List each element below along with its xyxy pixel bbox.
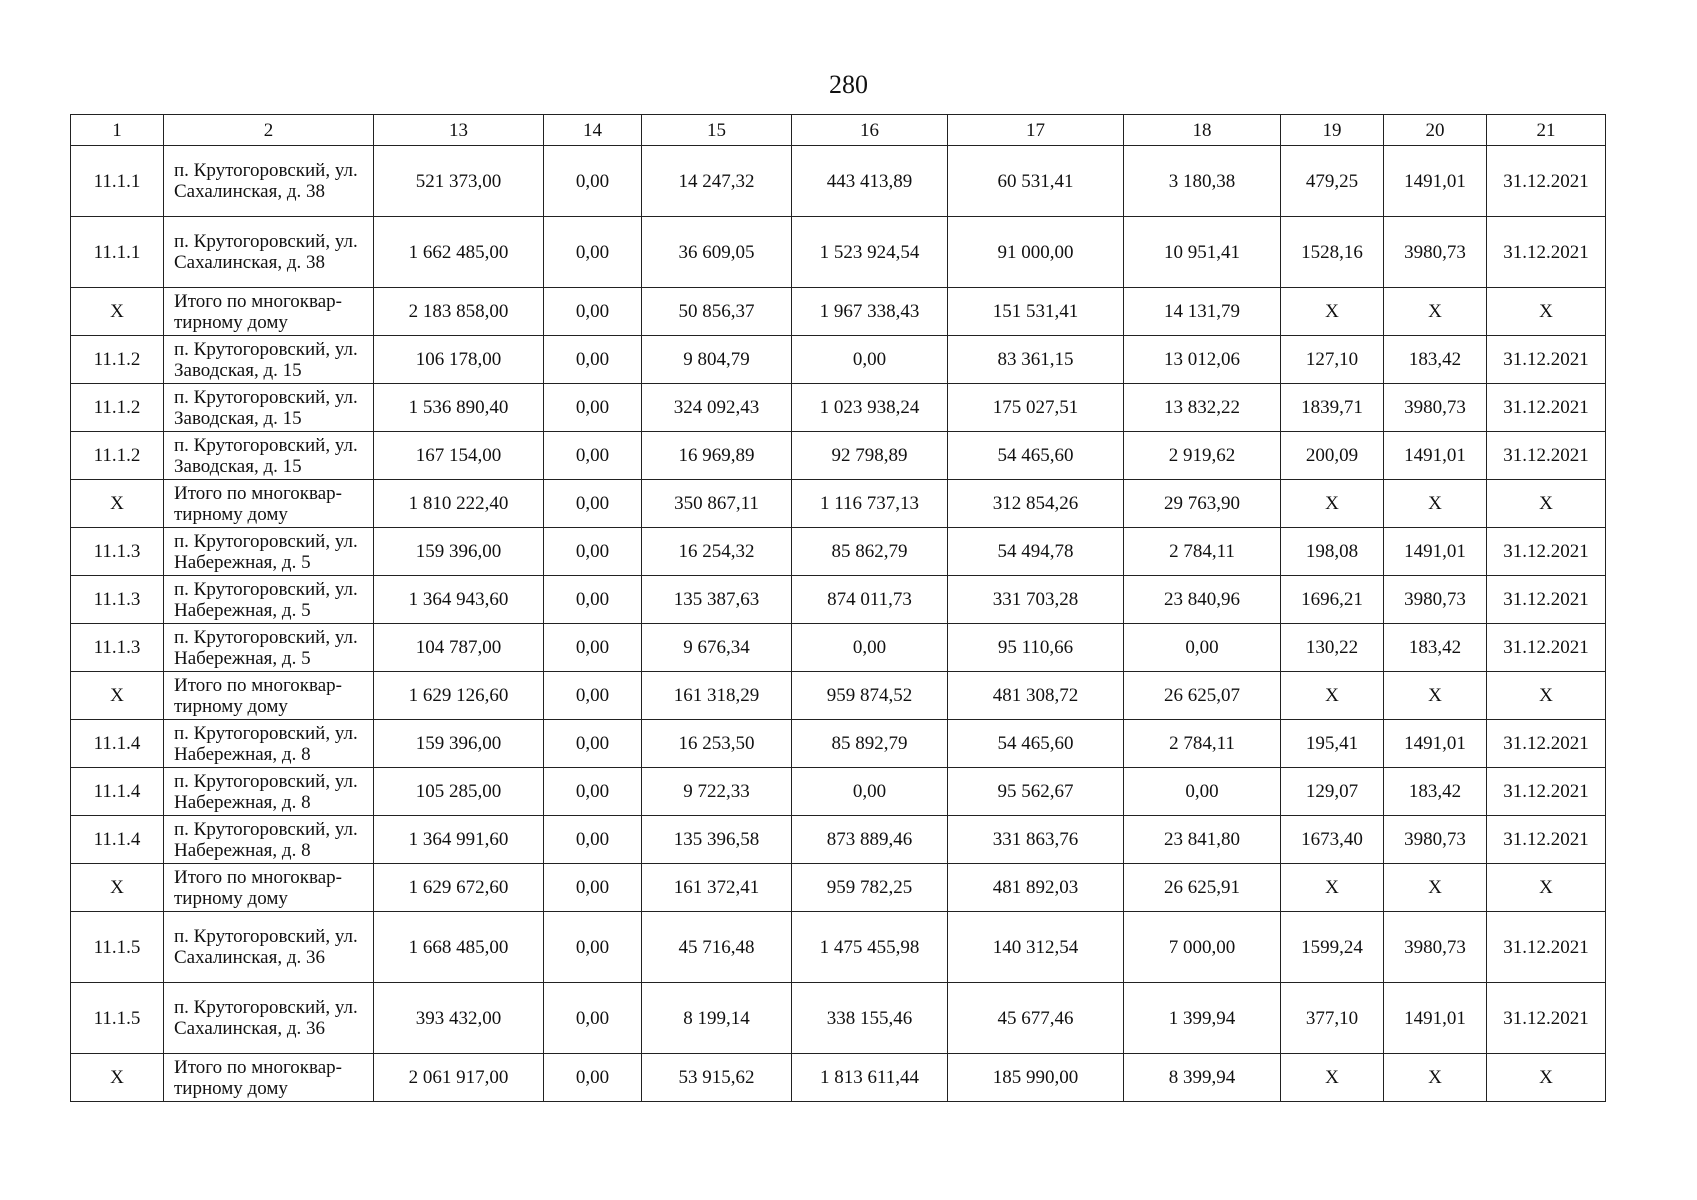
subtotal-row — [71, 288, 1606, 336]
table-cell: 11.1.4 — [71, 816, 164, 864]
table-cell: 105 285,00 — [374, 768, 544, 816]
table-cell: 11.1.1 — [71, 146, 164, 217]
table-cell: 1 629 126,60 — [374, 672, 544, 720]
table-cell: 106 178,00 — [374, 336, 544, 384]
table-cell: 479,25 — [1281, 146, 1384, 217]
table-cell: 0,00 — [544, 983, 642, 1054]
table-cell: 45 677,46 — [948, 983, 1124, 1054]
table-cell: 85 892,79 — [792, 720, 948, 768]
table-cell: 183,42 — [1384, 624, 1487, 672]
column-number-row — [71, 115, 1606, 146]
table-cell: п. Крутогоровский, ул. Заводская, д. 15 — [164, 384, 374, 432]
table-cell: п. Крутогоровский, ул. Сахалинская, д. 38 — [164, 146, 374, 217]
table-cell: 8 199,14 — [642, 983, 792, 1054]
table-cell: X — [71, 672, 164, 720]
table-cell: 324 092,43 — [642, 384, 792, 432]
table-cell: 31.12.2021 — [1487, 912, 1606, 983]
table-row — [71, 432, 1606, 480]
table-cell: 2 061 917,00 — [374, 1054, 544, 1102]
table-cell: 1 023 938,24 — [792, 384, 948, 432]
page-number: 280 — [829, 70, 868, 99]
table-cell: 338 155,46 — [792, 983, 948, 1054]
table-cell: 183,42 — [1384, 336, 1487, 384]
table-cell: 1491,01 — [1384, 720, 1487, 768]
subtotal-row — [71, 1054, 1606, 1102]
table-cell: X — [1487, 864, 1606, 912]
table-cell: 0,00 — [544, 528, 642, 576]
table-cell: п. Крутогоровский, ул. Набережная, д. 5 — [164, 528, 374, 576]
table-cell: 135 396,58 — [642, 816, 792, 864]
subtotal-row — [71, 672, 1606, 720]
table-row — [71, 912, 1606, 983]
table-cell: 11.1.5 — [71, 983, 164, 1054]
table-cell: 53 915,62 — [642, 1054, 792, 1102]
table-row — [71, 720, 1606, 768]
table-row — [71, 983, 1606, 1054]
table-cell: 0,00 — [544, 336, 642, 384]
table-cell: 959 874,52 — [792, 672, 948, 720]
table-row — [71, 528, 1606, 576]
table-cell: Итого по многоквар-тирному дому — [164, 288, 374, 336]
table-cell: 31.12.2021 — [1487, 384, 1606, 432]
column-header: 18 — [1124, 115, 1281, 146]
table-cell: 9 722,33 — [642, 768, 792, 816]
table-cell: 0,00 — [544, 912, 642, 983]
table-cell: 45 716,48 — [642, 912, 792, 983]
table-cell: 26 625,91 — [1124, 864, 1281, 912]
table-cell: 1 523 924,54 — [792, 217, 948, 288]
table-cell: 50 856,37 — [642, 288, 792, 336]
table-cell: 11.1.3 — [71, 624, 164, 672]
column-header: 16 — [792, 115, 948, 146]
table-cell: 1491,01 — [1384, 528, 1487, 576]
table-row — [71, 816, 1606, 864]
table-cell: 481 308,72 — [948, 672, 1124, 720]
table-header — [71, 115, 1606, 146]
table-cell: 135 387,63 — [642, 576, 792, 624]
table-cell: 0,00 — [544, 576, 642, 624]
table-cell: 8 399,94 — [1124, 1054, 1281, 1102]
table-cell: 31.12.2021 — [1487, 720, 1606, 768]
table-cell: 31.12.2021 — [1487, 432, 1606, 480]
table-cell: 195,41 — [1281, 720, 1384, 768]
table-cell: 0,00 — [544, 432, 642, 480]
table-cell: Итого по многоквар-тирному дому — [164, 1054, 374, 1102]
table-cell: 1696,21 — [1281, 576, 1384, 624]
table-cell: 393 432,00 — [374, 983, 544, 1054]
table-cell: 11.1.2 — [71, 384, 164, 432]
table-cell: 11.1.3 — [71, 528, 164, 576]
table-cell: 0,00 — [792, 624, 948, 672]
table-cell: 167 154,00 — [374, 432, 544, 480]
table-cell: Итого по многоквар-тирному дому — [164, 864, 374, 912]
table-cell: 0,00 — [544, 720, 642, 768]
table-cell: X — [1281, 672, 1384, 720]
table-row — [71, 768, 1606, 816]
table-cell: 198,08 — [1281, 528, 1384, 576]
table-cell: 11.1.2 — [71, 336, 164, 384]
table-cell: 9 676,34 — [642, 624, 792, 672]
table-cell: 0,00 — [792, 336, 948, 384]
table-cell: 0,00 — [544, 146, 642, 217]
table-cell: 0,00 — [544, 672, 642, 720]
table-cell: 130,22 — [1281, 624, 1384, 672]
table-cell: 481 892,03 — [948, 864, 1124, 912]
table-cell: X — [1487, 672, 1606, 720]
table-cell: 0,00 — [1124, 768, 1281, 816]
table-cell: 23 841,80 — [1124, 816, 1281, 864]
table-cell: 1 668 485,00 — [374, 912, 544, 983]
table-cell: 92 798,89 — [792, 432, 948, 480]
table-row — [71, 624, 1606, 672]
table-cell: 16 253,50 — [642, 720, 792, 768]
table-cell: 1 364 943,60 — [374, 576, 544, 624]
column-header: 14 — [544, 115, 642, 146]
table-cell: 13 832,22 — [1124, 384, 1281, 432]
table-cell: 873 889,46 — [792, 816, 948, 864]
table-cell: 85 862,79 — [792, 528, 948, 576]
table-cell: 129,07 — [1281, 768, 1384, 816]
table-cell: 31.12.2021 — [1487, 983, 1606, 1054]
table-cell: 1 364 991,60 — [374, 816, 544, 864]
table-row — [71, 336, 1606, 384]
table-cell: 350 867,11 — [642, 480, 792, 528]
table-row — [71, 384, 1606, 432]
table-cell: 31.12.2021 — [1487, 624, 1606, 672]
table-cell: X — [1487, 480, 1606, 528]
table-cell: 3980,73 — [1384, 912, 1487, 983]
table-cell: 0,00 — [544, 768, 642, 816]
table-cell: 2 784,11 — [1124, 528, 1281, 576]
table-cell: 185 990,00 — [948, 1054, 1124, 1102]
table-cell: 13 012,06 — [1124, 336, 1281, 384]
table-cell: 377,10 — [1281, 983, 1384, 1054]
table-cell: 1491,01 — [1384, 983, 1487, 1054]
table-cell: п. Крутогоровский, ул. Набережная, д. 8 — [164, 768, 374, 816]
table-cell: 1528,16 — [1281, 217, 1384, 288]
table-body — [71, 146, 1606, 1102]
table-cell: 60 531,41 — [948, 146, 1124, 217]
table-cell: 1 810 222,40 — [374, 480, 544, 528]
table-cell: X — [71, 1054, 164, 1102]
table-cell: п. Крутогоровский, ул. Сахалинская, д. 36 — [164, 912, 374, 983]
table-cell: 3980,73 — [1384, 576, 1487, 624]
table-cell: 0,00 — [1124, 624, 1281, 672]
table-cell: п. Крутогоровский, ул. Сахалинская, д. 38 — [164, 217, 374, 288]
table-cell: 11.1.3 — [71, 576, 164, 624]
table-cell: 95 110,66 — [948, 624, 1124, 672]
table-cell: X — [1487, 288, 1606, 336]
table-cell: X — [1487, 1054, 1606, 1102]
column-header: 2 — [164, 115, 374, 146]
table-cell: 3980,73 — [1384, 217, 1487, 288]
table-cell: 1839,71 — [1281, 384, 1384, 432]
table-cell: 10 951,41 — [1124, 217, 1281, 288]
table-cell: 331 703,28 — [948, 576, 1124, 624]
table-cell: 1673,40 — [1281, 816, 1384, 864]
table-cell: Итого по многоквар-тирному дому — [164, 480, 374, 528]
table-cell: 1 116 737,13 — [792, 480, 948, 528]
table-cell: 1 536 890,40 — [374, 384, 544, 432]
table-cell: п. Крутогоровский, ул. Набережная, д. 8 — [164, 816, 374, 864]
table-cell: 31.12.2021 — [1487, 816, 1606, 864]
table-cell: 1 662 485,00 — [374, 217, 544, 288]
table-cell: 159 396,00 — [374, 720, 544, 768]
table-cell: X — [1384, 672, 1487, 720]
table-cell: X — [1384, 1054, 1487, 1102]
table-cell: 11.1.4 — [71, 720, 164, 768]
table-cell: 1491,01 — [1384, 432, 1487, 480]
column-header: 21 — [1487, 115, 1606, 146]
table-cell: 29 763,90 — [1124, 480, 1281, 528]
table-cell: 0,00 — [544, 217, 642, 288]
table-cell: 31.12.2021 — [1487, 576, 1606, 624]
table-cell: 31.12.2021 — [1487, 217, 1606, 288]
table-cell: 2 784,11 — [1124, 720, 1281, 768]
table-cell: 7 000,00 — [1124, 912, 1281, 983]
table-cell: 95 562,67 — [948, 768, 1124, 816]
table-cell: 16 969,89 — [642, 432, 792, 480]
table-cell: 0,00 — [544, 864, 642, 912]
table-cell: 161 372,41 — [642, 864, 792, 912]
data-table — [70, 114, 1606, 1102]
table-cell: 2 183 858,00 — [374, 288, 544, 336]
table-cell: 0,00 — [544, 816, 642, 864]
table-cell: 14 247,32 — [642, 146, 792, 217]
table-cell: 140 312,54 — [948, 912, 1124, 983]
table-cell: 175 027,51 — [948, 384, 1124, 432]
table-cell: 2 919,62 — [1124, 432, 1281, 480]
table-cell: п. Крутогоровский, ул. Заводская, д. 15 — [164, 336, 374, 384]
table-cell: 1491,01 — [1384, 146, 1487, 217]
column-header: 13 — [374, 115, 544, 146]
table-cell: 183,42 — [1384, 768, 1487, 816]
table-cell: 11.1.5 — [71, 912, 164, 983]
table-cell: 54 465,60 — [948, 720, 1124, 768]
table-cell: 1 813 611,44 — [792, 1054, 948, 1102]
table-cell: X — [1281, 480, 1384, 528]
table-cell: 0,00 — [544, 384, 642, 432]
table-cell: 0,00 — [792, 768, 948, 816]
table-cell: 31.12.2021 — [1487, 528, 1606, 576]
table-cell: X — [1384, 288, 1487, 336]
table-cell: 23 840,96 — [1124, 576, 1281, 624]
column-header: 17 — [948, 115, 1124, 146]
table-cell: 443 413,89 — [792, 146, 948, 217]
table-cell: 874 011,73 — [792, 576, 948, 624]
table-row — [71, 217, 1606, 288]
table-cell: X — [1384, 864, 1487, 912]
table-cell: 0,00 — [544, 480, 642, 528]
table-cell: X — [71, 864, 164, 912]
table-cell: 54 465,60 — [948, 432, 1124, 480]
table-cell: 331 863,76 — [948, 816, 1124, 864]
subtotal-row — [71, 480, 1606, 528]
table-cell: 521 373,00 — [374, 146, 544, 217]
table-cell: 0,00 — [544, 288, 642, 336]
table-cell: 1 629 672,60 — [374, 864, 544, 912]
table-cell: п. Крутогоровский, ул. Набережная, д. 5 — [164, 624, 374, 672]
column-header: 19 — [1281, 115, 1384, 146]
table-cell: 312 854,26 — [948, 480, 1124, 528]
table-cell: Итого по многоквар-тирному дому — [164, 672, 374, 720]
table-cell: 200,09 — [1281, 432, 1384, 480]
table-row — [71, 146, 1606, 217]
table-cell: 161 318,29 — [642, 672, 792, 720]
table-cell: 16 254,32 — [642, 528, 792, 576]
table-cell: 11.1.4 — [71, 768, 164, 816]
table-cell: 14 131,79 — [1124, 288, 1281, 336]
table-cell: 159 396,00 — [374, 528, 544, 576]
table-cell: 3980,73 — [1384, 384, 1487, 432]
table-cell: X — [71, 288, 164, 336]
table-cell: X — [1281, 864, 1384, 912]
table-cell: 1 967 338,43 — [792, 288, 948, 336]
table-cell: 3 180,38 — [1124, 146, 1281, 217]
table-cell: X — [1281, 288, 1384, 336]
table-cell: 36 609,05 — [642, 217, 792, 288]
table-cell: 959 782,25 — [792, 864, 948, 912]
table-cell: 127,10 — [1281, 336, 1384, 384]
table-cell: 1599,24 — [1281, 912, 1384, 983]
table-cell: п. Крутогоровский, ул. Набережная, д. 8 — [164, 720, 374, 768]
table-cell: 1 399,94 — [1124, 983, 1281, 1054]
table-cell: 31.12.2021 — [1487, 336, 1606, 384]
table-cell: 11.1.2 — [71, 432, 164, 480]
table-cell: 9 804,79 — [642, 336, 792, 384]
table-cell: 83 361,15 — [948, 336, 1124, 384]
table-cell: 1 475 455,98 — [792, 912, 948, 983]
table-row — [71, 576, 1606, 624]
table-cell: X — [1384, 480, 1487, 528]
subtotal-row — [71, 864, 1606, 912]
table-cell: 91 000,00 — [948, 217, 1124, 288]
table-cell: п. Крутогоровский, ул. Набережная, д. 5 — [164, 576, 374, 624]
table-cell: п. Крутогоровский, ул. Сахалинская, д. 36 — [164, 983, 374, 1054]
table-cell: 151 531,41 — [948, 288, 1124, 336]
table-cell: 11.1.1 — [71, 217, 164, 288]
table-cell: п. Крутогоровский, ул. Заводская, д. 15 — [164, 432, 374, 480]
table-cell: 31.12.2021 — [1487, 768, 1606, 816]
table-cell: 0,00 — [544, 1054, 642, 1102]
column-header: 1 — [71, 115, 164, 146]
table-cell: 26 625,07 — [1124, 672, 1281, 720]
table-cell: 104 787,00 — [374, 624, 544, 672]
table-cell: X — [1281, 1054, 1384, 1102]
table-cell: 31.12.2021 — [1487, 146, 1606, 217]
table-cell: 54 494,78 — [948, 528, 1124, 576]
column-header: 15 — [642, 115, 792, 146]
table-cell: 3980,73 — [1384, 816, 1487, 864]
table-cell: 0,00 — [544, 624, 642, 672]
column-header: 20 — [1384, 115, 1487, 146]
table-cell: X — [71, 480, 164, 528]
